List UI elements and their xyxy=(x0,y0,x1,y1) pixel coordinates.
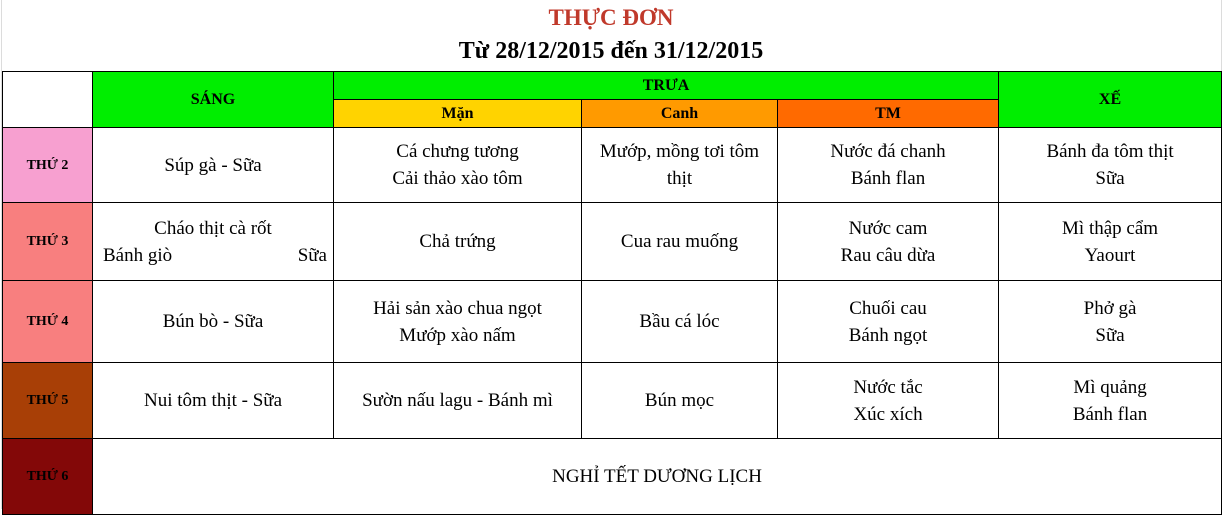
dish-line: Cá chưng tương xyxy=(396,141,519,162)
day-label: THỨ 5 xyxy=(3,363,93,439)
header-trua: TRƯA xyxy=(334,72,999,100)
table-row xyxy=(3,439,1222,515)
dish-line: Mướp, mồng tơi tôm xyxy=(599,141,760,162)
cell-xe xyxy=(999,128,1222,203)
cell-sang: Nui tôm thịt - Sữa xyxy=(93,363,334,439)
cell-tm xyxy=(778,203,999,281)
cell-man: Sườn nấu lagu - Bánh mì xyxy=(334,363,582,439)
dish-line: Nước đá chanh xyxy=(830,141,946,162)
dish-line: Bánh flan xyxy=(850,168,926,189)
day-label: THỨ 6 xyxy=(3,439,93,515)
dish-text: Sữa xyxy=(297,244,327,266)
cell-xe xyxy=(999,281,1222,363)
dish-line: Xúc xích xyxy=(853,403,923,425)
cell-sang xyxy=(93,203,334,281)
cell-man xyxy=(334,281,582,363)
dish-line: Cháo thịt cà rốt xyxy=(154,217,272,239)
cell-tm xyxy=(778,281,999,363)
dish-line: Rau câu dừa xyxy=(840,244,936,266)
dish-line: Bánh flan xyxy=(1072,403,1148,425)
dish-line: Yaourt xyxy=(1084,244,1136,266)
cell-canh xyxy=(582,128,778,203)
dish-line: Chuối cau xyxy=(849,297,927,319)
header-tm: TM xyxy=(778,100,999,128)
cell-xe xyxy=(999,203,1222,281)
holiday-cell: NGHỈ TẾT DƯƠNG LỊCH xyxy=(93,439,1222,515)
header-xe: XẾ xyxy=(999,72,1222,128)
dish-text: Bánh giò xyxy=(103,244,173,266)
cell-tm xyxy=(778,363,999,439)
dish-line: Nước tắc xyxy=(853,376,923,398)
cell-tm xyxy=(778,128,999,203)
cell-sang: Súp gà - Sữa xyxy=(93,128,334,203)
dish-line: Bánh ngọt xyxy=(848,324,928,346)
dish-line: Sữa xyxy=(1095,168,1125,189)
dish-line: Hải sản xào chua ngọt xyxy=(373,297,542,319)
dish-line: Mướp xào nấm xyxy=(399,324,516,346)
header-corner xyxy=(3,72,93,128)
dish-line: Mì quảng xyxy=(1073,376,1147,398)
dish-line: thịt xyxy=(666,168,693,189)
table-row xyxy=(3,281,1222,363)
table-row xyxy=(3,128,1222,203)
cell-man xyxy=(334,128,582,203)
dish-line: Bánh đa tôm thịt xyxy=(1046,141,1174,162)
dish-line: Cải thảo xào tôm xyxy=(392,168,523,189)
dish-line: Mì thập cẩm xyxy=(1062,217,1159,239)
cell-xe xyxy=(999,363,1222,439)
menu-table xyxy=(2,71,1222,515)
header-man: Mặn xyxy=(334,100,582,128)
cell-canh: Bầu cá lóc xyxy=(582,281,778,363)
dish-line: Nước cam xyxy=(848,217,928,239)
day-label: THỨ 3 xyxy=(3,203,93,281)
day-label: THỨ 4 xyxy=(3,281,93,363)
header-canh: Canh xyxy=(582,100,778,128)
dish-line: Sữa xyxy=(1095,324,1125,346)
menu-title: THỰC ĐƠN xyxy=(548,5,674,30)
cell-man: Chả trứng xyxy=(334,203,582,281)
cell-canh: Bún mọc xyxy=(582,363,778,439)
dish-line: Phở gà xyxy=(1083,297,1137,319)
header-sang: SÁNG xyxy=(93,72,334,128)
day-label: THỨ 2 xyxy=(3,128,93,203)
table-row xyxy=(3,363,1222,439)
dish-line xyxy=(93,242,333,269)
menu-date-range: Từ 28/12/2015 đến 31/12/2015 xyxy=(458,38,764,64)
cell-sang: Bún bò - Sữa xyxy=(93,281,334,363)
table-row xyxy=(3,203,1222,281)
cell-canh: Cua rau muống xyxy=(582,203,778,281)
